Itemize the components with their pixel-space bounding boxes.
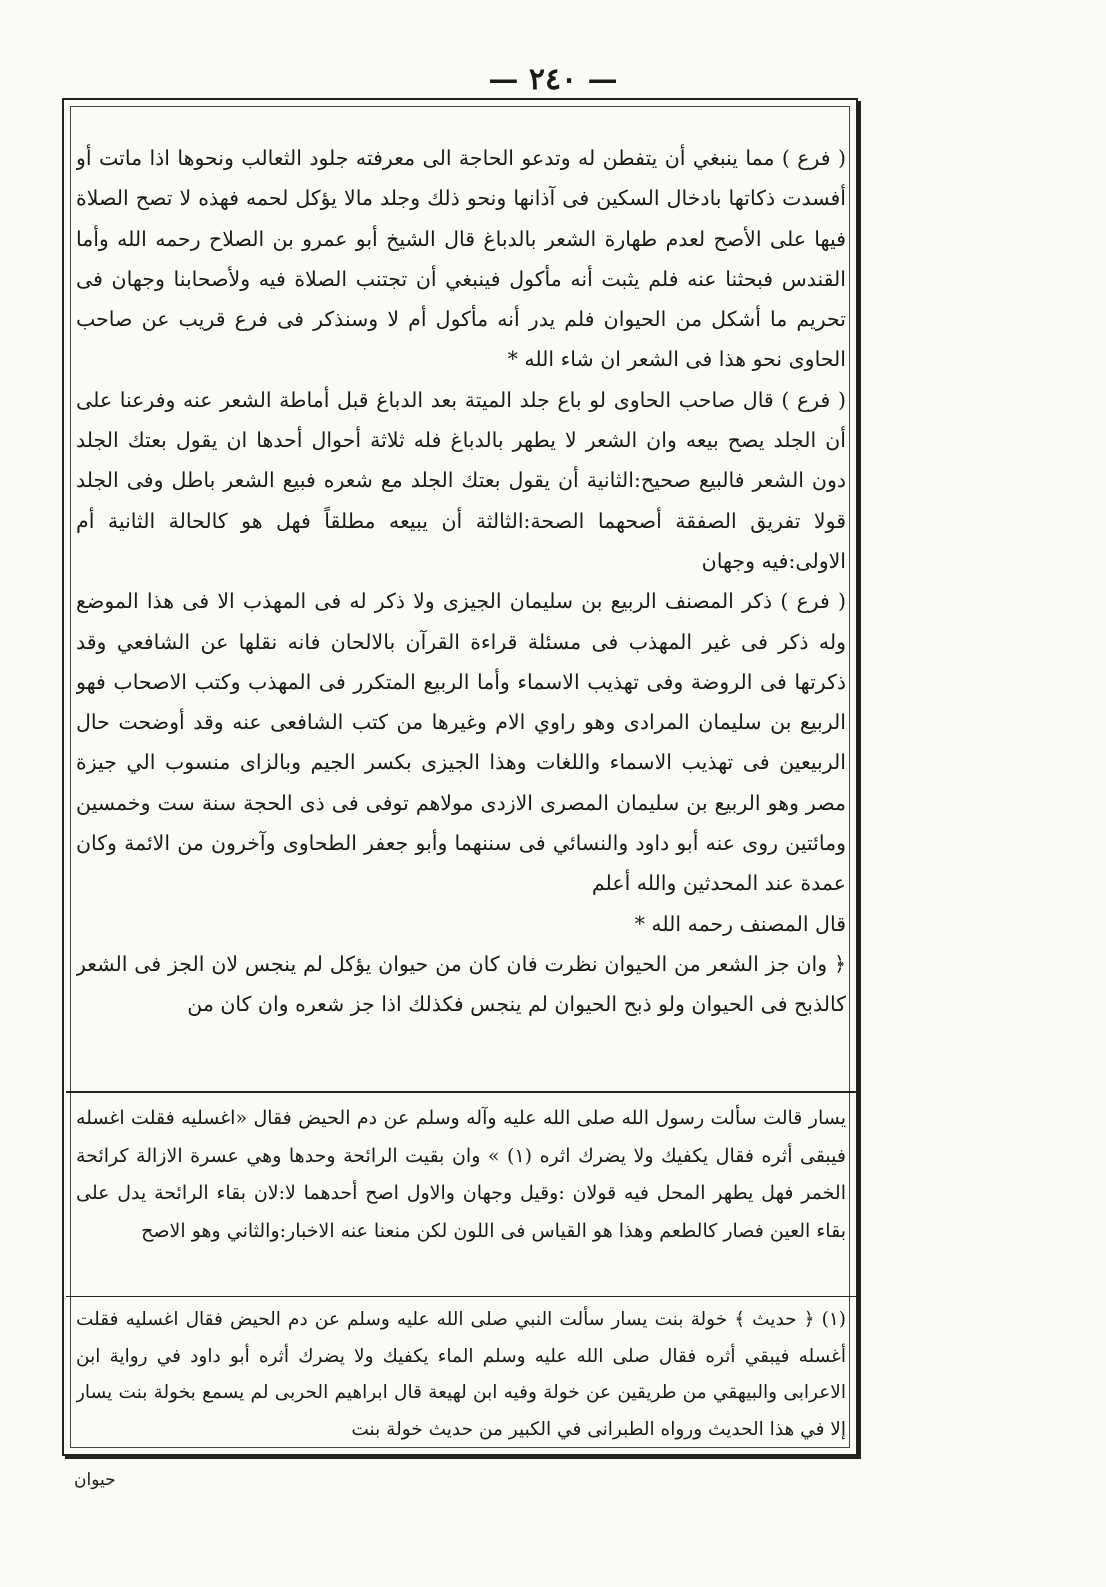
commentary-text xyxy=(76,1100,846,1292)
footnote xyxy=(76,1302,846,1452)
paragraph-heading: قال المصنف رحمه الله * xyxy=(634,911,846,936)
paragraph-far-3: ( فرع ) ذكر المصنف الربيع بن سليمان الجيزى ولا ذكر له فى المهذب الا فى هذا الموضع وله ذكر فى غير المهذب فى مسئلة قراءة القرآن بالالحان فانه نقلها عن الشافعي وقد ذكرتها فى الروضة وفى تهذيب الاسماء وأما الربيع المتكرر فى المهذب وكتب الاصحاب فهو الربيع بن سليمان المرادى وهو راوي الام وغيرها من كتب الشافعى عنه وقد أوضحت حال الربيعين فى تهذيب الاسماء واللغات وهذا الجيزى بكسر الجيم وبالزاى منسوب الي جيزة مصر وهو الربيع بن سليمان المصرى الازدى مولاهم توفى فى ذى الحجة سنة ست وخمسين ومائتين روى عنه أبو داود والنسائي فى سننهما وأبو جعفر الطحاوى وآخرون من الائمة وكان عمدة عند المحدثين والله أعلم xyxy=(76,589,846,896)
page-number: — ٢٤٠ — xyxy=(488,62,618,97)
footnote-paragraph: (١) ﴿ حديث ﴾ خولة بنت يسار سألت النبي صلى الله عليه وسلم عن دم الحيض فقال اغسليه فقلت أغسله فيبقي أثره فقال صلى الله عليه وسلم الماء يكفيك ولا يضرك أثره أبو داود في رواية ابن الاعرابى والبيهقي من طريقين عن خولة وفيه ابن لهيعة قال ابراهيم الحربى لم يسمع بخولة بنت يسار إلا في هذا الحديث ورواه الطبرانى في الكبير من حديث خولة بنت xyxy=(76,1309,846,1440)
paragraph-far-2: ( فرع ) قال صاحب الحاوى لو باع جلد الميتة بعد الدباغ قبل أماطة الشعر عنه وفرعنا على أن الجلد يصح بيعه وان الشعر لا يطهر بالدباغ فله ثلاثة أحوال أحدها ان يقول بعتك الجلد دون الشعر فالبيع صحيح:الثانية أن يقول بعتك الجلد مع شعره فبيع الشعر باطل وفى الجلد قولا تفريق الصفقة أصحهما الصحة:الثالثة أن يبيعه مطلقاً فهل هو كالحالة الثانية أم الاولى:فيه وجهان xyxy=(76,387,846,573)
main-text xyxy=(76,138,846,1088)
catchword: حيوان xyxy=(74,1470,116,1490)
paragraph-far-1: ( فرع ) مما ينبغي أن يتفطن له وتدعو الحاجة الى معرفته جلود الثعالب ونحوها اذا ماتت أو أفسدت ذكاتها بادخال السكين فى آذانها ونحو ذلك وجلد مالا يؤكل لحمه فهذه لا تصح الصلاة فيها على الأصح لعدم طهارة الشعر بالدباغ قال الشيخ أبو عمرو بن الصلاح رحمه الله وأما القندس فبحثنا عنه فلم يثبت أنه مأكول فينبغي أن تجتنب الصلاة فيه ولأصحابنا وجهان فى تحريم ما أشكل من الحيوان فلم يدر أنه مأكول أم لا وسنذكر فى فرع قريب عن صاحب الحاوى نحو هذا فى الشعر ان شاء الله * xyxy=(76,146,846,372)
commentary-paragraph: يسار قالت سألت رسول الله صلى الله عليه وآله وسلم عن دم الحيض فقال «اغسليه فقلت اغسله فيبقى أثره فقال يكفيك ولا يضرك اثره (١) » وان بقيت الرائحة وحدها وهي عسرة الازالة كرائحة الخمر فهل يطهر المحل فيه قولان :وقيل وجهان والاول اصح أحدهما لا:لان بقاء الرائحة يدل على بقاء العين فصار كالطعم وهذا هو القياس فى اللون لكن منعنا عنه الاخبار:والثاني وهو الاصح xyxy=(76,1107,846,1242)
paragraph-matn: ﴿ وان جز الشعر من الحيوان نظرت فان كان من حيوان يؤكل لم ينجس لان الجز فى الشعر كالذبح فى الحيوان ولو ذبح الحيوان لم ينجس فكذلك اذا جز شعره وان كان من xyxy=(76,951,846,1017)
footnote-divider xyxy=(66,1296,856,1297)
section-divider xyxy=(66,1091,856,1093)
